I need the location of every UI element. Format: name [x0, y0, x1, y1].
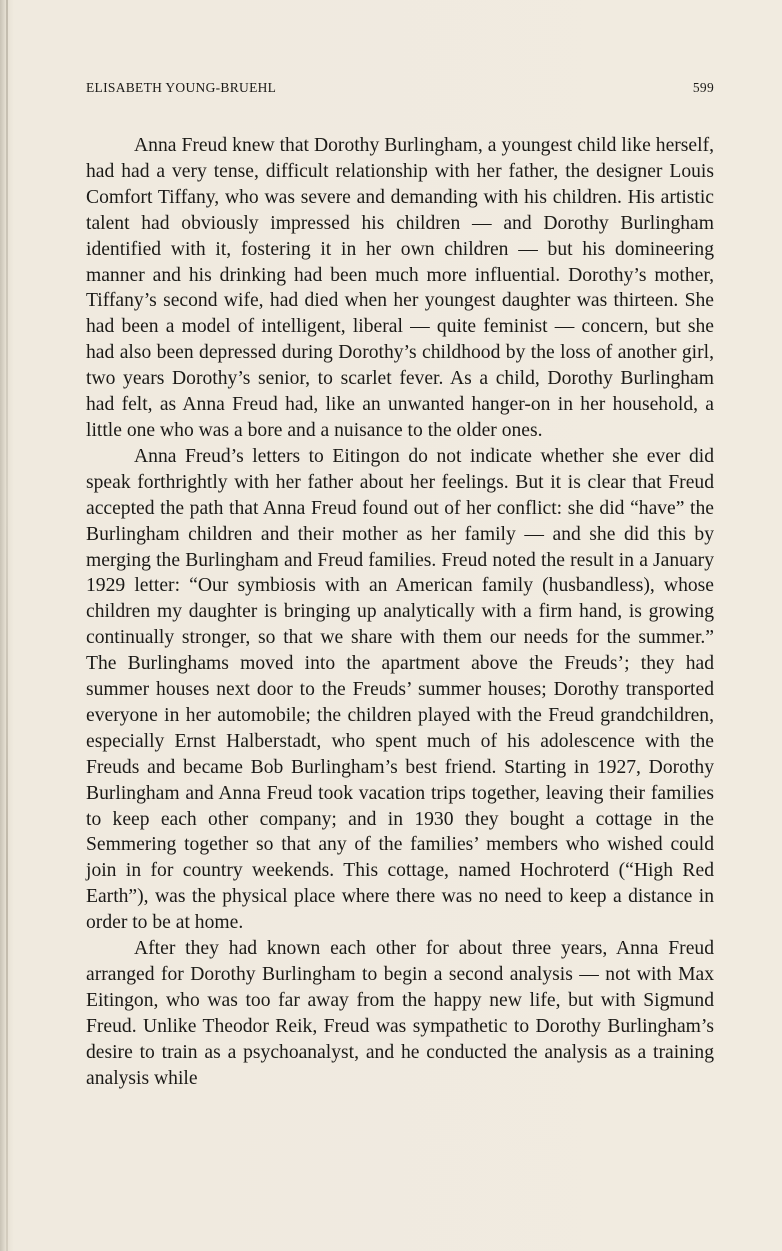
- running-head: [86, 80, 714, 98]
- page-gutter-shadow: [6, 0, 8, 1251]
- paragraph-2: Anna Freud’s letters to Eitingon do not indicate whether she ever did speak forthrightly with her father about her feelings. But it is clear that Freud accepted the path that Anna Freud found out of her conflict: she did “have” the Burlingham children and their mother as her family — and she did this by merging the Burlingham and Freud families. Freud noted the result in a January 1929 letter: “Our symbiosis with an American family (husbandless), whose children my daughter is bringing up analytically with a firm hand, is growing continually stronger, so that we share with them our needs for the summer.” The Burlinghams moved into the apartment above the Freuds’; they had summer houses next door to the Freuds’ summer houses; Dorothy transported everyone in her automobile; the children played with the Freud grandchildren, especially Ernst Halberstadt, who spent much of his adolescence with the Freuds and became Bob Burlingham’s best friend. Starting in 1927, Dorothy Burlingham and Anna Freud took vacation trips together, leaving their families to keep each other company; and in 1930 they bought a cottage in the Semmering together so that any of the families’ members who wished could join in for country weekends. This cottage, named Hochroterd (“High Red Earth”), was the physical place where there was no need to keep a distance in order to be at home.: [86, 445, 714, 934]
- body-text: [86, 133, 714, 1092]
- paragraph-3: After they had known each other for about three years, Anna Freud arranged for Dorothy Burlingham to begin a second analysis — not with Max Eitingon, who was too far away from the happy new life, but with Sigmund Freud. Unlike Theodor Reik, Freud was sympathetic to Dorothy Burlingham’s desire to train as a psychoanalyst, and he conducted the analysis as a training analysis while: [86, 938, 714, 1089]
- paragraph-1: Anna Freud knew that Dorothy Burlingham, a youngest child like herself, had had a very tense, difficult relationship with her father, the designer Louis Comfort Tiffany, who was severe and demanding with his children. His artistic talent had obviously impressed his children — and Dorothy Burlingham identified with it, fostering it in her own children — but his domineering manner and his drinking had been much more influential. Dorothy’s mother, Tiffany’s second wife, had died when her youngest daughter was thirteen. She had been a model of intelligent, liberal — quite feminist — concern, but she had also been depressed during Dorothy’s childhood by the loss of another girl, two years Dorothy’s senior, to scarlet fever. As a child, Dorothy Burlingham had felt, as Anna Freud had, like an unwanted hanger-on in her household, a little one who was a bore and a nuisance to the older ones.: [86, 135, 714, 441]
- page-number: 599: [692, 80, 714, 95]
- running-head-author: ELISABETH YOUNG-BRUEHL: [86, 80, 277, 95]
